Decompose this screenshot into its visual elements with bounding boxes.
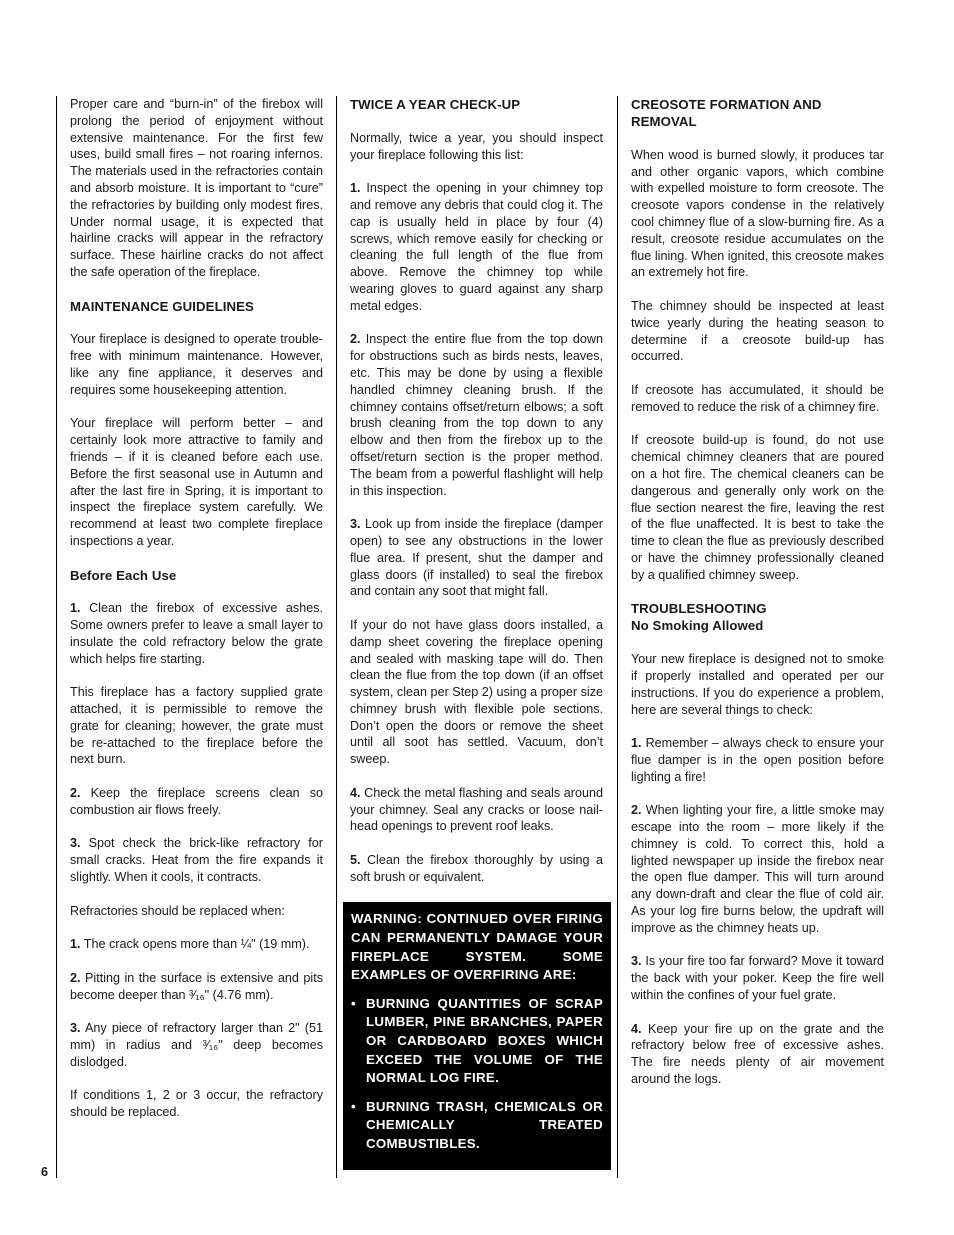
twice-a-year-heading: TWICE A YEAR CHECK-UP <box>350 97 521 112</box>
column-rule-left <box>56 96 57 1178</box>
list-item: 4. Keep your fire up on the grate and the refractory below free of excessive ashes. The fire needs plenty of air movement around the logs. <box>631 1021 884 1087</box>
column-1 <box>70 96 323 1138</box>
list-item: 3. Look up from inside the fireplace (damper open) to see any obstructions in the lower flue area. If present, shut the damper and glass doors (if installed) to seal the firebox and contain any soot that might fall. <box>350 517 603 599</box>
list-item: If conditions 1, 2 or 3 occur, the refractory should be replaced. <box>70 1088 323 1120</box>
list-item: Refractories should be replaced when: <box>70 903 285 918</box>
maintenance-paragraph: Your fireplace is designed to operate trouble-free with minimum maintenance. However, like any fine appliance, it deserves and requires some housekeeping attention. <box>70 332 323 397</box>
list-item: 2. Keep the fireplace screens clean so combustion air flows freely. <box>70 786 323 817</box>
warning-bullet-item: • BURNING QUANTITIES OF SCRAP LUMBER, PINE BRANCHES, PAPER OR CARDBOARD BOXES WHICH EXCEED THE VOLUME OF THE NORMAL LOG FIRE. <box>351 995 603 1086</box>
column-rule-middle <box>336 96 337 1178</box>
list-item: 3. Is your fire too far forward? Move it toward the back with your poker. Keep the fire well within the confines of your fuel grate. <box>631 954 885 1003</box>
creosote-paragraph: If creosote build-up is found, do not use chemical chimney cleaners that are poured on a hot fire. The chemical cleaners can be dangerous and generally only work on the flue section nearest the fire, leaving the rest of the flue unaffected. It is best to take the time to clean the flue as previously described or have the chimney professionally cleaned by a qualified chimney sweep. <box>631 433 884 582</box>
before-each-use-heading: Before Each Use <box>70 567 177 583</box>
list-item: 2. When lighting your fire, a little smoke may escape into the room – more likely if the chimney is cold. To correct this, hold a lighted newspaper up inside the firebox near the open flue damper. This will turn around any down-draft and clear the flue of cold air. As your log fire burns below, the updraft will improve as the chimney heats up. <box>631 803 885 935</box>
list-item: 2. Inspect the entire flue from the top down for obstructions such as birds nests, leaves, etc. This may be done by using a flexible handled chimney cleaning brush. If the chimney contains offset/return elbows; a soft brush cleaning from the top down to any elbow and then from the firebox up to the offset/return section is the proper method. The beam from a powerful flashlight will help in this inspection. <box>350 332 603 498</box>
list-item: 3. Any piece of refractory larger than 2" (51 mm) in radius and ³⁄₁₆" deep becomes dislodged. <box>70 1021 323 1069</box>
maintenance-paragraph: Your fireplace will perform better – and certainly look more attractive to family and friends – if it is cleaned before each use. Before the first seasonal use in Autumn and after the last fire in Spring, it is important to inspect the fireplace system carefully. We recommend at least two complete fireplace inspections a year. <box>70 416 323 548</box>
creosote-heading: CREOSOTE FORMATION AND REMOVAL <box>631 97 822 129</box>
list-item: 1. Remember – always check to ensure your flue damper is in the open position before lighting a fire! <box>631 736 885 784</box>
troubleshooting-heading: TROUBLESHOOTING No Smoking Allowed <box>631 600 884 634</box>
page-number: 6 <box>41 1165 49 1179</box>
list-item: This fireplace has a factory supplied grate attached, it is permissible to remove the grate for cleaning; however, the grate must be re-attached to the fireplace before the next burn. <box>70 685 323 767</box>
column-2 <box>350 96 603 1170</box>
creosote-paragraph: The chimney should be inspected at least twice yearly during the heating season to determine if a creosote build-up has occurred. <box>631 298 884 364</box>
overfiring-warning-box <box>343 902 611 1169</box>
column-rule-right <box>617 96 618 1178</box>
list-item: 2. Pitting in the surface is extensive and pits become deeper than ³⁄₁₆" (4.76 mm). <box>70 970 323 1002</box>
list-item: 1. The crack opens more than ¼" (19 mm). <box>70 937 310 952</box>
warning-intro: WARNING: CONTINUED OVER FIRING CAN PERMANENTLY DAMAGE YOUR FIREPLACE SYSTEM. SOME EXAMPLES OF OVERFIRING ARE: <box>351 911 603 983</box>
warning-list <box>351 995 603 1154</box>
troubleshooting-subheading: No Smoking Allowed <box>631 618 764 634</box>
warning-bullet-item: • BURNING TRASH, CHEMICALS OR CHEMICALLY TREATED COMBUSTIBLES. <box>351 1098 603 1151</box>
list-item: 4. Check the metal flashing and seals around your chimney. Seal any cracks or loose nail-head openings to prevent roof leaks. <box>350 785 604 834</box>
checkup-intro: Normally, twice a year, you should inspect your fireplace following this list: <box>350 130 603 162</box>
list-item: 5. Clean the firebox thoroughly by using a soft brush or equivalent. <box>350 853 603 884</box>
column-3 <box>631 96 884 1105</box>
list-item: 1. Clean the firebox of excessive ashes. Some owners prefer to leave a small layer to insulate the cold refractory below the grate which helps fire starting. <box>70 601 323 666</box>
list-item: 1. Inspect the opening in your chimney top and remove any debris that could clog it. The cap is usually held in place by four (4) screws, which remove easily for checking or cleaning the full length of the flue from above. Remove the chimney top while wearing gloves to guard against any sharp metal edges. <box>350 181 603 313</box>
creosote-paragraph: If creosote has accumulated, it should be removed to reduce the risk of a chimney fire. <box>631 382 884 414</box>
list-item: If your do not have glass doors installed, a damp sheet covering the fireplace opening and sealed with masking tape will do. Then clean the flue from the top down (if an offset system, clean per Step 2) using a proper size chimney brush with flexible pole sections. Don’t open the doors or remove the sheet until all soot has settled. Vacuum, don’t sweep. <box>350 617 603 767</box>
creosote-paragraph: When wood is burned slowly, it produces tar and other organic vapors, which combine with expelled moisture to form creosote. The creosote vapors condense in the relatively cool chimney flue of a slow-burning fire. As a result, creosote residue accumulates on the flue lining. When ignited, this creosote makes an extremely hot fire. <box>631 147 884 280</box>
troubleshooting-intro: Your new fireplace is designed not to smoke if properly installed and operated per our instructions. If you do experience a problem, here are several things to check: <box>631 652 884 717</box>
list-item: 3. Spot check the brick-like refractory for small cracks. Heat from the fire expands it slightly. When it cools, it contracts. <box>70 836 324 885</box>
maintenance-heading: MAINTENANCE GUIDELINES <box>70 298 254 314</box>
intro-paragraph: Proper care and “burn-in” of the firebox will prolong the period of enjoyment without extensive maintenance. For the first few uses, build small fires – not roaring infernos. The materials used in the refractories contain and absorb moisture. It is important to “cure” the refractories by building only modest fires. Under normal usage, it is expected that hairline cracks will appear in the refractory surface. These hairline cracks do not affect the safe operation of the fireplace. <box>70 97 323 279</box>
